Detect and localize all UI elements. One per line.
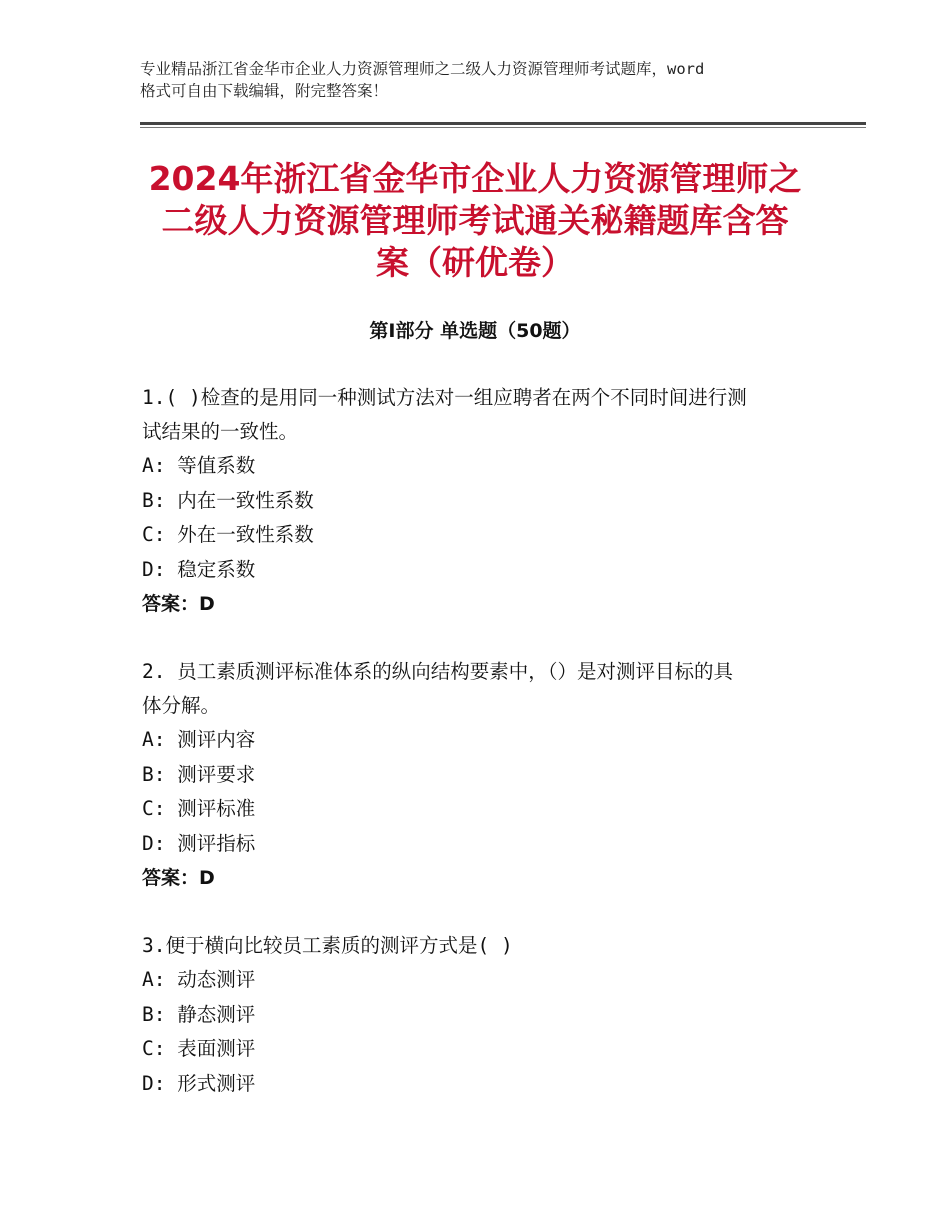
question-text: 1.( )检查的是用同一种测试方法对一组应聘者在两个不同时间进行测 [142, 386, 747, 409]
header-note-line: 格式可自由下载编辑，附完整答案！ [140, 82, 389, 100]
option-d: D: 测评指标 [142, 831, 256, 855]
answer: 答案：D [142, 867, 215, 889]
header-note [140, 58, 830, 102]
question-1 [142, 381, 822, 621]
header-note-line: 专业精品浙江省金华市企业人力资源管理师之二级人力资源管理师考试题库，word [140, 60, 705, 78]
option-c: C: 测评标准 [142, 797, 256, 820]
option-c: C: 外在一致性系数 [142, 523, 314, 546]
title-line: 二级人力资源管理师考试通关秘籍题库含答 [161, 201, 789, 240]
question-text: 试结果的一致性。 [142, 420, 299, 443]
question-3 [142, 929, 822, 1101]
title-line: 案（研优卷） [376, 243, 574, 282]
option-b: B: 内在一致性系数 [142, 488, 314, 512]
header-divider [140, 122, 866, 125]
option-a: A: 等值系数 [142, 454, 256, 477]
question-spacer [142, 621, 822, 655]
section-heading: 第Ⅰ部分 单选题（50题） [369, 320, 581, 342]
option-d: D: 稳定系数 [142, 557, 256, 581]
option-c: C: 表面测评 [142, 1037, 256, 1060]
question-list [142, 381, 822, 1101]
question-text: 2. 员工素质测评标准体系的纵向结构要素中，（）是对测评目标的具 [142, 660, 733, 683]
option-b: B: 测评要求 [142, 762, 256, 786]
title-line: 2024年浙江省金华市企业人力资源管理师之 [148, 159, 802, 198]
question-2 [142, 655, 822, 895]
option-b: B: 静态测评 [142, 1002, 256, 1026]
document-title [140, 158, 810, 284]
answer: 答案：D [142, 593, 215, 615]
question-text: 3.便于横向比较员工素质的测评方式是( ) [142, 934, 513, 957]
question-spacer [142, 895, 822, 929]
header-divider-thin [140, 127, 866, 128]
option-a: A: 测评内容 [142, 728, 256, 751]
question-text: 体分解。 [142, 694, 221, 717]
option-a: A: 动态测评 [142, 968, 256, 991]
option-d: D: 形式测评 [142, 1071, 256, 1095]
